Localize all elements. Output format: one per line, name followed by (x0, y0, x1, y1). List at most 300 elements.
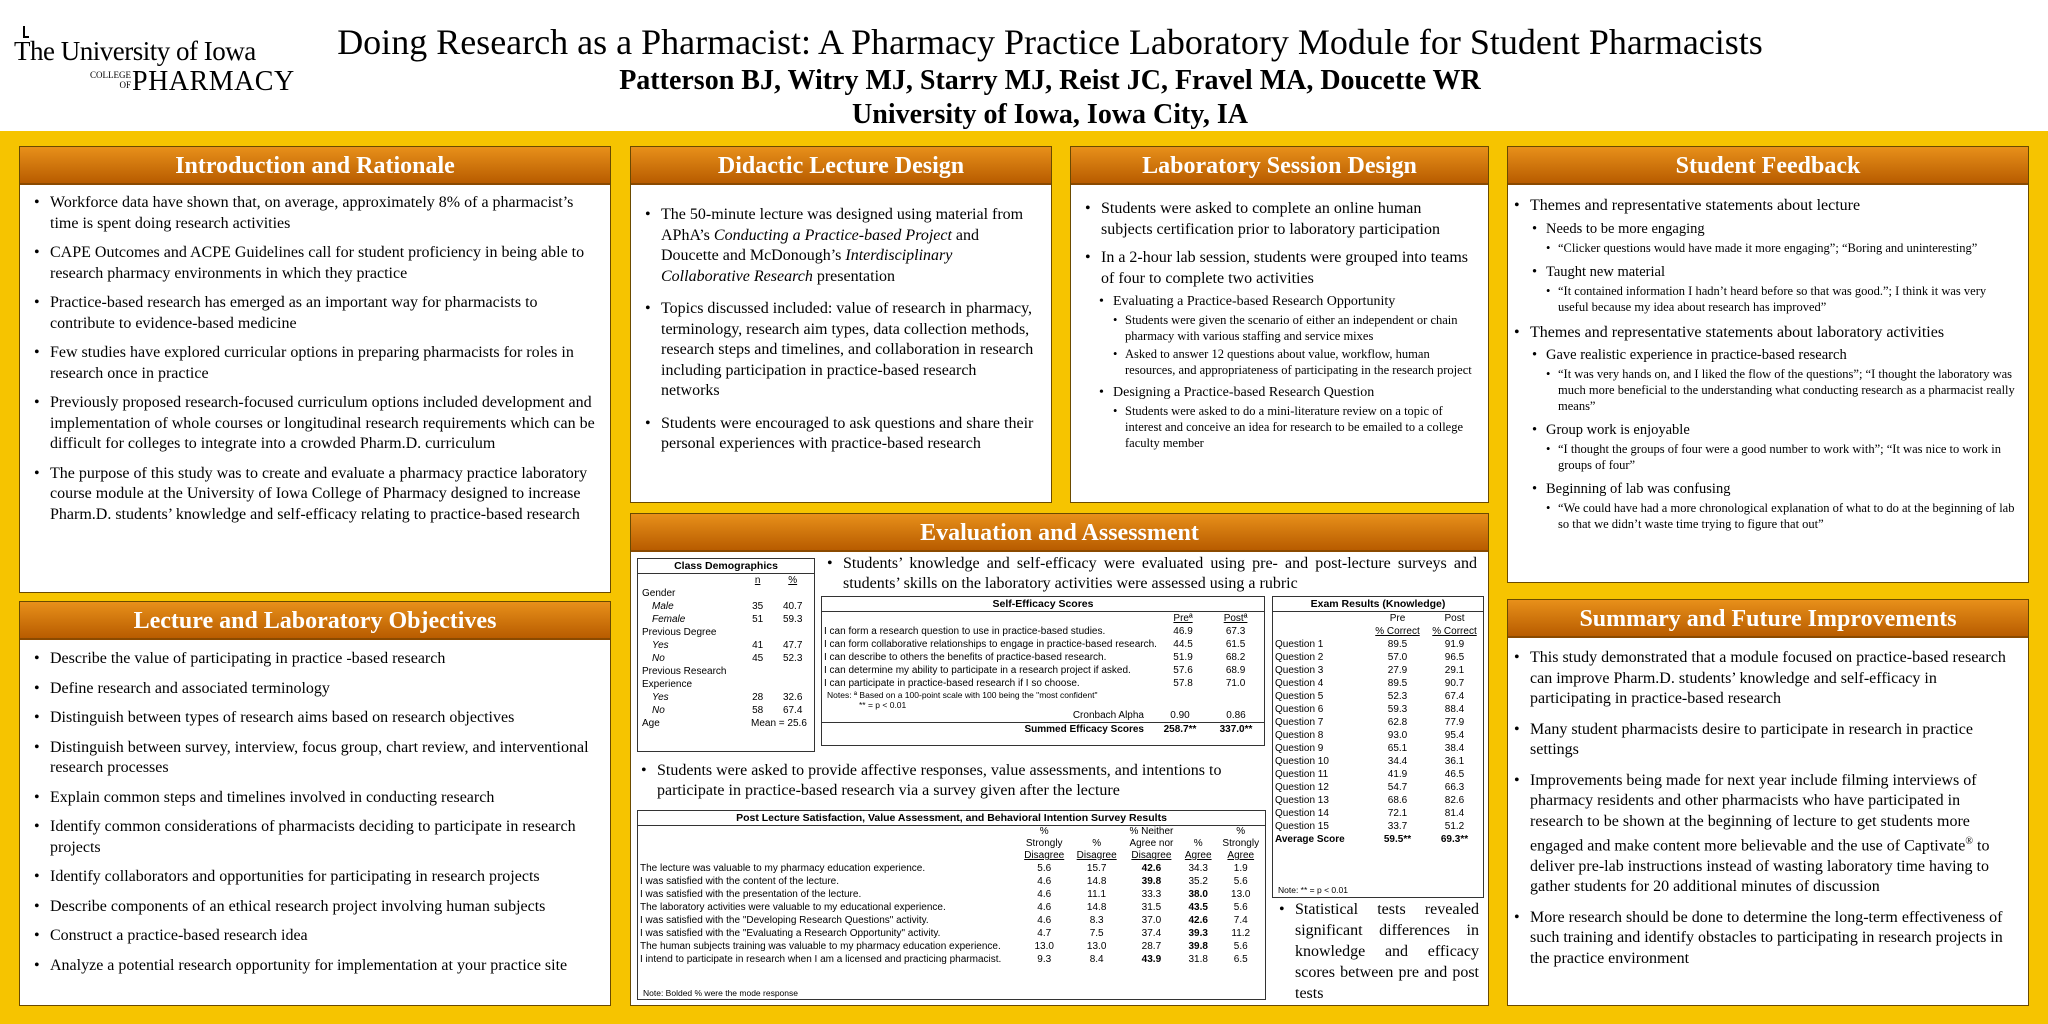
table-cell: 8.4 (1089, 954, 1104, 965)
panel-heading: Introduction and Rationale (20, 147, 610, 185)
cronbach-alpha-label: Cronbach Alpha (1072, 710, 1144, 721)
table-cell: 28.7 (1141, 941, 1162, 952)
evaluation-intro (827, 554, 1477, 594)
introduction-item: • Practice-based research has emerged as an important way for pharmacists to contribute to evidence-based medicine (34, 293, 598, 334)
table-cell: 41.9 (1387, 769, 1408, 780)
panel-heading: Didactic Lecture Design (631, 147, 1051, 185)
table-cell: 258.7** (1163, 724, 1197, 735)
panel-heading: Lecture and Laboratory Objectives (20, 602, 610, 640)
column-header: Post (1444, 613, 1465, 624)
summary-item (1514, 771, 2016, 898)
logo-university-name: The University of Iowa (14, 36, 256, 66)
table-cell: 13.0 (1086, 941, 1107, 952)
table-row (1273, 677, 1483, 690)
introduction-list (34, 193, 598, 525)
table-row (638, 665, 814, 678)
row-label: I was satisfied with the "Developing Research Questions" activity. (640, 915, 929, 926)
table-row (1273, 820, 1483, 833)
table-cell: 42.6 (1188, 915, 1208, 926)
table-cell: 57.0 (1387, 652, 1408, 663)
table-row (1273, 755, 1483, 768)
table-cell: 5.6 (1037, 863, 1052, 874)
table-cell: 38.4 (1444, 743, 1465, 754)
table-cell: 33.7 (1387, 821, 1408, 832)
table-cell: 51 (752, 614, 764, 625)
row-label: Question 12 (1275, 782, 1329, 793)
table-row (1273, 768, 1483, 781)
column-header (1123, 826, 1180, 862)
table-note: ** = p < 0.01 (859, 700, 907, 710)
column-header: Preª (1173, 613, 1193, 624)
objective-item: • Identify collaborators and opportunities for participating in research projects (34, 867, 598, 888)
table-row (638, 678, 814, 691)
row-label: I was satisfied with the "Evaluating a Research Opportunity" activity. (640, 928, 941, 939)
table-cell: 46.5 (1444, 769, 1465, 780)
row-label: Question 5 (1275, 691, 1324, 702)
row-label: Yes (652, 640, 669, 651)
row-label: I can form a research question to use in practice-based studies. (824, 626, 1106, 637)
row-label: I can determine my ability to participate in a research project if asked. (824, 665, 1131, 676)
didactic-text: The 50-minute lecture was designed using material from APhA’s (661, 206, 1024, 244)
lab-activity-detail: • Students were asked to do a mini-literature review on a topic of interest and conceive an idea for research to be emailed to a college faculty member (1113, 403, 1476, 451)
panel-introduction (19, 146, 611, 593)
table-row (822, 664, 1264, 677)
table-cell: 93.0 (1387, 730, 1408, 741)
feedback-group (1530, 347, 2016, 414)
row-label: Question 7 (1275, 717, 1324, 728)
table-cell: 90.7 (1444, 678, 1465, 689)
table-note: Note: ** = p < 0.01 (1278, 885, 1348, 895)
table-cell: 51.9 (1173, 652, 1193, 663)
lab-activity (1097, 384, 1476, 451)
table-cell: 77.9 (1444, 717, 1465, 728)
table-cell: 67.3 (1225, 626, 1246, 637)
table-row (638, 901, 1265, 914)
table-cell: 39.3 (1188, 928, 1208, 939)
table-row (1273, 664, 1483, 677)
table-cell: 71.0 (1225, 678, 1246, 689)
objective-item: • Analyze a potential research opportunity for implementation at your practice site (34, 956, 598, 977)
table-note: Notes: ª Based on a 100-point scale with 100 being the "most confident" (827, 690, 1098, 700)
didactic-text: presentation (812, 267, 896, 285)
row-label: Gender (642, 588, 676, 599)
row-label: I intend to participate in research when I am a licensed and practicing pharmacist. (640, 954, 1002, 965)
table-cell (744, 665, 771, 678)
table-cell: 4.6 (1037, 915, 1052, 926)
table-cell: 31.8 (1188, 954, 1208, 965)
column-header: % Correct (1375, 626, 1420, 637)
table-cell: 66.3 (1444, 782, 1465, 793)
column-header: n (754, 575, 761, 586)
feedback-group (1530, 422, 2016, 473)
table-cell: 59.3 (1387, 704, 1408, 715)
table-row (1273, 807, 1483, 820)
panel-summary (1507, 599, 2029, 1006)
table-cell: 57.6 (1173, 665, 1193, 676)
column-header-line: Agree nor (1129, 838, 1174, 849)
table-cell: 32.6 (782, 692, 803, 703)
feedback-quote: • “We could have had a more chronological explanation of what to do at the beginning of lab so that we didn’t waste time trying to figure that out” (1546, 500, 2016, 532)
feedback-quote: • “I thought the groups of four were a good number to work with”; “It was nice to work in groups of four” (1546, 441, 2016, 473)
table-row (1273, 794, 1483, 807)
table-cell: 44.5 (1173, 639, 1193, 650)
table-cell: 13.0 (1034, 941, 1054, 952)
table-cell: 9.3 (1037, 954, 1052, 965)
table-cell: 65.1 (1387, 743, 1408, 754)
summary-text: Improvements being made for next year include filming interviews of pharmacy residents and other pharmacists who have participated in research to be shown at the beginning of lecture to get students more engaged and make content more believable and the use of Captivate (1530, 771, 1977, 855)
row-label: Question 2 (1275, 652, 1324, 663)
panel-heading: Evaluation and Assessment (631, 514, 1488, 552)
table-row (638, 717, 814, 730)
objective-item: • Identify common considerations of pharmacists deciding to participate in research projects (34, 817, 598, 858)
table-cell: 43.5 (1188, 902, 1208, 913)
row-label: Question 4 (1275, 678, 1324, 689)
didactic-item: • Topics discussed included: value of research in pharmacy, terminology, research aim types, data collection methods, research steps and timelines, and collaboration in research including participation in practice-based research networks (645, 299, 1039, 402)
column-header (1180, 826, 1217, 862)
table-cell: 7.4 (1233, 915, 1248, 926)
introduction-item: • Workforce data have shown that, on average, approximately 8% of a pharmacist’s time is spent doing research activities (34, 193, 598, 234)
row-label: Question 14 (1275, 808, 1329, 819)
row-label: Question 10 (1275, 756, 1329, 767)
table-cell: 337.0** (1219, 724, 1253, 735)
poster-title: Doing Research as a Pharmacist: A Pharmacy Practice Laboratory Module for Student Pharmacists (337, 22, 1763, 62)
feedback-quote: • “It was very hands on, and I liked the flow of the questions”; “I thought the laboratory was much more beneficial to the understanding what conducting research as a pharmacist really means” (1546, 366, 2016, 414)
table-cell: 62.8 (1387, 717, 1408, 728)
column-header (1217, 826, 1266, 862)
row-label: Experience (642, 679, 693, 690)
introduction-item: • The purpose of this study was to create and evaluate a pharmacy practice laboratory course module at the University of Iowa College of Pharmacy designed to increase Pharm.D. students’ knowledge and self-efficacy relating to practice-based research (34, 464, 598, 526)
table-row (1273, 690, 1483, 703)
table-cell: 89.5 (1387, 678, 1408, 689)
lab-activity-detail: • Asked to answer 12 questions about value, workflow, human resources, and appropriateness of participating in the research project (1113, 346, 1476, 378)
feedback-group (1530, 221, 2016, 256)
table-cell: 5.6 (1233, 876, 1248, 887)
column-header-line: Disagree (1024, 850, 1065, 861)
table-row (1273, 638, 1483, 651)
table-cell: 37.4 (1141, 928, 1162, 939)
table-cell: 31.5 (1141, 902, 1162, 913)
panel-student-feedback (1507, 146, 2029, 583)
table-cell: 1.9 (1233, 863, 1248, 874)
column-header: % Correct (1432, 626, 1477, 637)
column-header (1018, 826, 1070, 862)
table-row (638, 691, 814, 704)
table-cell: 0.90 (1170, 710, 1190, 721)
table-cell: 8.3 (1089, 915, 1104, 926)
table-cell: 68.6 (1387, 795, 1408, 806)
row-label: I can describe to others the benefits of practice-based research. (824, 652, 1107, 663)
row-label: Average Score (1275, 834, 1345, 845)
didactic-text: and Doucette and McDonough’s (661, 226, 980, 264)
row-label: Male (652, 601, 674, 612)
table-title: Exam Results (Knowledge) (1273, 597, 1483, 612)
table-cell: 39.8 (1188, 941, 1208, 952)
feedback-group-label: Gave realistic experience in practice-based research (1546, 347, 1847, 363)
lab-activity-label: Evaluating a Practice-based Research Opportunity (1113, 294, 1396, 309)
feedback-quote: • “It contained information I hadn’t heard before so that was good.”; I think it was very useful because my idea about research has improved” (1546, 283, 2016, 315)
table-row (1273, 742, 1483, 755)
table-cell: 39.8 (1141, 876, 1162, 887)
column-header-line: Disagree (1131, 850, 1172, 861)
column-header: % (788, 575, 798, 586)
column-header: Postª (1223, 613, 1248, 624)
row-label: Question 15 (1275, 821, 1329, 832)
row-label: Previous Research (642, 666, 727, 677)
table-cell: 14.8 (1086, 902, 1107, 913)
objectives-list (34, 649, 598, 976)
row-label: The lecture was valuable to my pharmacy education experience. (640, 863, 926, 874)
column-header: Pre (1389, 613, 1406, 624)
table-cell: 29.1 (1444, 665, 1465, 676)
logo-college-label: COLLEGE OF (90, 70, 131, 90)
table-cell: 89.5 (1387, 639, 1408, 650)
didactic-title-ref: Conducting a Practice-based Project (713, 226, 952, 244)
table-cell: 81.4 (1444, 808, 1465, 819)
table-cell: 27.9 (1387, 665, 1408, 676)
introduction-item: • CAPE Outcomes and ACPE Guidelines call for student proficiency in being able to research pharmacy environments in which they practice (34, 243, 598, 284)
column-header-line: % (1236, 826, 1246, 837)
self-efficacy-table (821, 596, 1265, 746)
feedback-group-label: Taught new material (1546, 263, 1665, 280)
table-cell: 59.5** (1383, 834, 1412, 845)
table-cell: 45 (752, 653, 764, 664)
objective-item: • Construct a practice-based research idea (34, 926, 598, 947)
table-cell: 54.7 (1387, 782, 1408, 793)
statistical-results-text: • Statistical tests revealed significant differences in knowledge and efficacy scores between pre and post tests (1279, 899, 1479, 1004)
objective-item: • Distinguish between types of research aims based on research objectives (34, 708, 598, 729)
poster-header (0, 0, 2048, 131)
table-cell: 88.4 (1444, 704, 1465, 715)
row-label: Question 8 (1275, 730, 1324, 741)
table-row (638, 927, 1265, 940)
table-row (1273, 716, 1483, 729)
column-header-line: % Neither (1129, 826, 1174, 837)
introduction-item: • Few studies have explored curricular options in preparing pharmacists for roles in research once in practice (34, 343, 598, 384)
row-label: I was satisfied with the content of the lecture. (640, 876, 839, 887)
table-title: Class Demographics (638, 559, 814, 574)
row-label: I can participate in practice-based research if I so choose. (824, 678, 1080, 689)
lab-item: • Students were asked to complete an online human subjects certification prior to laboratory participation (1085, 199, 1476, 240)
table-cell: 4.6 (1037, 876, 1052, 887)
panel-heading: Student Feedback (1508, 147, 2028, 185)
row-label: Female (652, 614, 686, 625)
row-label: Previous Degree (642, 627, 717, 638)
panel-didactic (630, 146, 1052, 503)
introduction-item: • Previously proposed research-focused curriculum options included development and implementation of whole courses or longitudinal research requirements which can be difficult for colleges to integrate into a crowded Pharm.D. curriculum (34, 393, 598, 455)
table-cell: 42.6 (1141, 863, 1162, 874)
objective-item: • Explain common steps and timelines involved in conducting research (34, 788, 598, 809)
poster-authors: Patterson BJ, Witry MJ, Starry MJ, Reist JC, Fravel MA, Doucette WR (619, 65, 1481, 96)
table-row (1273, 781, 1483, 794)
summary-item: • Many student pharmacists desire to participate in research in practice settings (1514, 720, 2016, 761)
objective-item: • Define research and associated terminology (34, 679, 598, 700)
table-cell: 67.4 (1444, 691, 1465, 702)
table-row (638, 613, 814, 626)
lab-item (1085, 248, 1476, 451)
row-label: I can form collaborative relationships to engage in practice-based research. (824, 639, 1157, 650)
table-title: Post Lecture Satisfaction, Value Assessment, and Behavioral Intention Survey Results (638, 811, 1265, 826)
row-label: Question 1 (1275, 639, 1324, 650)
row-label: No (652, 705, 665, 716)
table-cell: 34.3 (1188, 863, 1208, 874)
table-cell: 52.3 (782, 653, 803, 664)
table-cell: 34.4 (1387, 756, 1408, 767)
table-cell: 59.3 (782, 614, 803, 625)
exam-results-table (1272, 596, 1484, 898)
objective-item: • Describe components of an ethical research project involving human subjects (34, 897, 598, 918)
panel-objectives (19, 601, 611, 1006)
lab-activity-detail: • Students were given the scenario of either an independent or chain pharmacy with various staffing and service mixes (1113, 312, 1476, 344)
column-header-line: Strongly (1025, 838, 1063, 849)
table-cell: 35.2 (1188, 876, 1208, 887)
poster-affiliation: University of Iowa, Iowa City, IA (852, 99, 1248, 130)
table-row (638, 953, 1265, 966)
table-cell: 43.9 (1141, 954, 1162, 965)
summed-efficacy-label: Summed Efficacy Scores (1024, 724, 1144, 735)
panel-heading: Laboratory Session Design (1071, 147, 1488, 185)
table-cell: 82.6 (1444, 795, 1465, 806)
table-cell: 69.3** (1440, 834, 1469, 845)
table-cell: 0.86 (1226, 710, 1246, 721)
table-cell: 4.7 (1037, 928, 1052, 939)
evaluation-intro-text: • Students’ knowledge and self-efficacy were evaluated using pre- and post-lecture surveys and students’ skills on the laboratory activities were assessed using a rubric (827, 554, 1477, 594)
table-cell: 58 (752, 705, 764, 716)
lab-activity-label: Designing a Practice-based Research Question (1113, 385, 1375, 400)
table-cell: Mean = 25.6 (751, 718, 807, 729)
table-cell: 95.4 (1444, 730, 1465, 741)
table-row (638, 704, 814, 717)
table-cell: 38.0 (1188, 889, 1208, 900)
feedback-theme-label: Themes and representative statements about lecture (1530, 197, 1861, 214)
table-row (1273, 703, 1483, 716)
column-header-line: Agree (1227, 850, 1255, 861)
row-label: Question 9 (1275, 743, 1324, 754)
table-row (638, 940, 1265, 953)
table-cell: 40.7 (782, 601, 803, 612)
summary-item: • More research should be done to determine the long-term effectiveness of such training and identify obstacles to participating in research projects in the practice environment (1514, 908, 2016, 970)
row-label: I was satisfied with the presentation of the lecture. (640, 889, 862, 900)
didactic-title-ref: Interdisciplinary Collaborative Research (661, 247, 953, 285)
table-cell: 11.2 (1231, 928, 1251, 939)
table-cell: 4.6 (1037, 902, 1052, 913)
table-cell: 13.0 (1231, 889, 1251, 900)
survey-description (641, 761, 1281, 801)
table-cell: 15.7 (1086, 863, 1107, 874)
feedback-theme (1514, 196, 2016, 315)
feedback-group-label: Group work is enjoyable (1546, 422, 1690, 438)
table-cell: 37.0 (1141, 915, 1162, 926)
table-row (1273, 729, 1483, 742)
feedback-group-label: Needs to be more engaging (1546, 220, 1705, 237)
table-cell (744, 678, 771, 691)
table-cell: 68.2 (1225, 652, 1246, 663)
table-cell (744, 587, 771, 600)
row-label: The human subjects training was valuable to my pharmacy education experience. (640, 941, 1001, 952)
table-row (638, 639, 814, 652)
table-row (1273, 651, 1483, 664)
panel-heading: Summary and Future Improvements (1508, 600, 2028, 638)
survey-results-table (637, 810, 1266, 1000)
table-cell: 68.9 (1225, 665, 1246, 676)
table-cell: 36.1 (1444, 756, 1465, 767)
university-logo (14, 26, 295, 97)
row-label: Question 6 (1275, 704, 1324, 715)
table-cell: 47.7 (782, 640, 803, 651)
table-row (822, 651, 1264, 664)
feedback-theme (1514, 323, 2016, 533)
table-cell: 35 (752, 601, 764, 612)
table-row (638, 875, 1265, 888)
panel-laboratory-session (1070, 146, 1489, 503)
didactic-item (645, 205, 1039, 287)
table-cell: 5.6 (1233, 941, 1248, 952)
summary-item: • This study demonstrated that a module focused on practice-based research can improve Pharm.D. students’ knowledge and self-efficacy in participating in practice-based research (1514, 648, 2016, 710)
table-cell: 28 (752, 692, 764, 703)
table-title: Self-Efficacy Scores (822, 597, 1264, 612)
survey-description-text: • Students were asked to provide affective responses, value assessments, and intentions to participate in practice-based research via a survey given after the lecture (641, 761, 1281, 801)
registered-mark: ® (1965, 836, 1973, 847)
table-cell: 61.5 (1225, 639, 1246, 650)
table-row (638, 914, 1265, 927)
row-label: Question 11 (1275, 769, 1329, 780)
column-header-line: Agree (1184, 850, 1212, 861)
table-row (822, 638, 1264, 651)
table-note: Note: Bolded % were the mode response (643, 988, 798, 998)
table-row (638, 587, 814, 600)
table-row (638, 652, 814, 665)
row-label: Question 3 (1275, 665, 1324, 676)
column-header-line: % (1039, 826, 1049, 837)
row-label: No (652, 653, 665, 664)
column-header-line: % (1193, 838, 1203, 849)
column-header-line: % (1092, 838, 1102, 849)
table-row (822, 625, 1264, 638)
table-cell: 7.5 (1089, 928, 1104, 939)
objective-item: • Describe the value of participating in practice -based research (34, 649, 598, 670)
table-cell: 41 (752, 640, 764, 651)
average-score-row (1273, 833, 1483, 846)
row-label: Yes (652, 692, 669, 703)
feedback-group (1530, 264, 2016, 315)
class-demographics-table (637, 558, 815, 752)
logo-pharmacy-label: PHARMACY (132, 66, 295, 97)
table-cell: 33.3 (1141, 889, 1162, 900)
row-label: Age (642, 718, 660, 729)
table-row (638, 888, 1265, 901)
table-cell: 57.8 (1173, 678, 1193, 689)
table-cell (744, 626, 771, 639)
table-row (638, 626, 814, 639)
summary-text: to deliver pre-lab instructions instead of wasting laboratory time having to gather students for 20 additional minutes of discussion (1530, 837, 1990, 896)
table-cell (771, 626, 814, 639)
table-cell: 52.3 (1387, 691, 1408, 702)
table-cell: 91.9 (1444, 639, 1465, 650)
didactic-item: • Students were encouraged to ask questions and share their personal experiences with practice-based research (645, 414, 1039, 455)
table-cell (771, 587, 814, 600)
table-cell (771, 678, 814, 691)
statistical-results (1279, 899, 1479, 1004)
lab-item-text: In a 2-hour lab session, students were grouped into teams of four to complete two activities (1101, 249, 1469, 287)
feedback-quote: • “Clicker questions would have made it more engaging”; “Boring and uninteresting” (1546, 240, 2016, 256)
table-cell: 14.8 (1086, 876, 1107, 887)
feedback-group-label: Beginning of lab was confusing (1546, 481, 1731, 497)
feedback-group (1530, 481, 2016, 532)
column-header (1070, 826, 1122, 862)
table-cell: 67.4 (782, 705, 803, 716)
table-cell: 96.5 (1444, 652, 1465, 663)
table-cell: 51.2 (1444, 821, 1465, 832)
table-cell: 6.5 (1233, 954, 1248, 965)
